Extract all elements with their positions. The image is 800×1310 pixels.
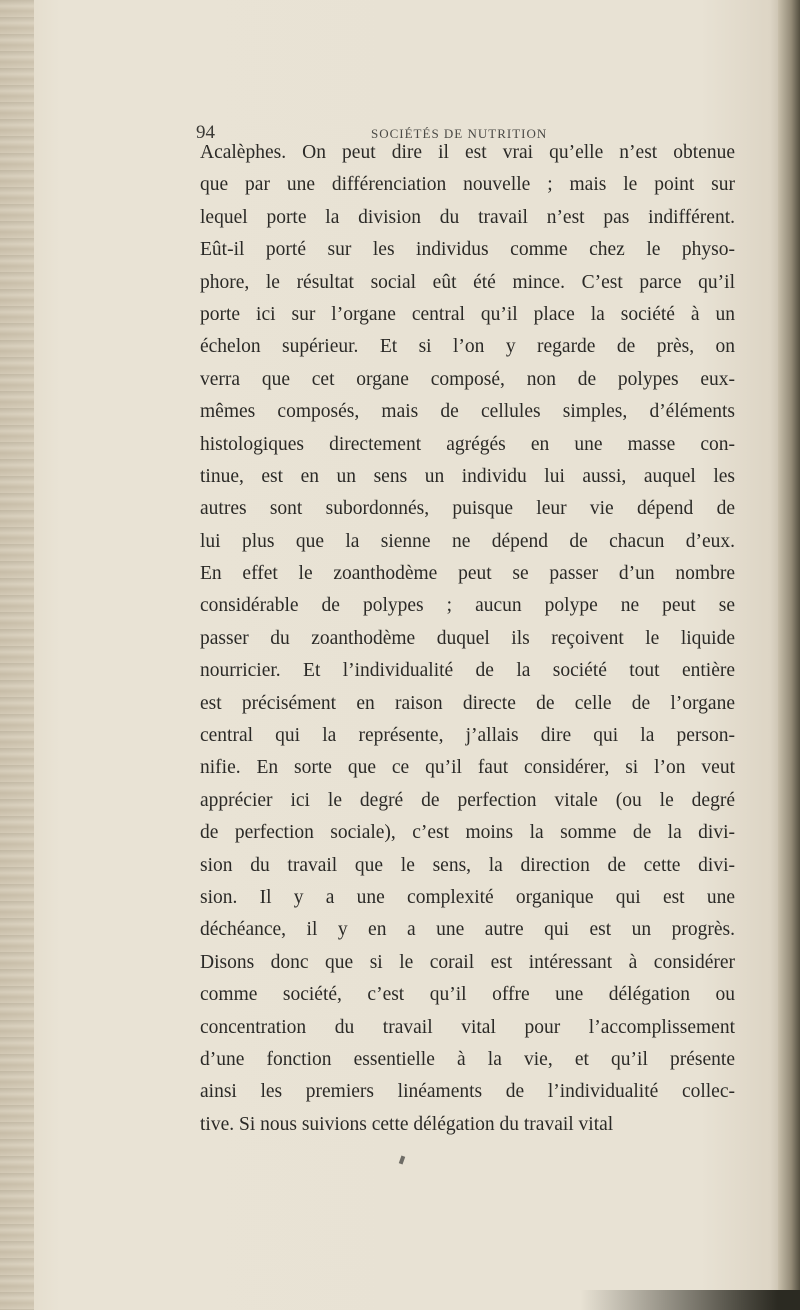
text-line: phore, le résultat social eût été mince. C’est parce qu’il: [200, 271, 735, 293]
text-line: échelon supérieur. Et si l’on y regarde de près, on: [200, 336, 735, 358]
text-line: tive. Si nous suivions cette délégation du travail vital: [200, 1113, 614, 1135]
text-line: sion du travail que le sens, la direction de cette divi-: [200, 854, 735, 876]
text-line: central qui la représente, j’allais dire qui la person-: [200, 725, 735, 747]
text-line: tinue, est en un sens un individu lui aussi, auquel les: [200, 465, 735, 487]
text-line: passer du zoanthodème duquel ils reçoivent le liquide: [200, 627, 735, 649]
text-line: nifie. En sorte que ce qu’il faut considérer, si l’on veut: [200, 757, 735, 779]
page-bottom-shadow: [580, 1290, 800, 1310]
text-line: nourricier. Et l’individualité de la société tout entière: [200, 660, 735, 682]
text-line: mêmes composés, mais de cellules simples, d’éléments: [200, 401, 735, 423]
text-line: concentration du travail vital pour l’accomplissement: [200, 1016, 735, 1038]
text-line: comme société, c’est qu’il offre une délégation ou: [200, 984, 735, 1006]
text-line: Eût-il porté sur les individus comme chez le physo-: [200, 239, 735, 261]
text-line: lui plus que la sienne ne dépend de chacun d’eux.: [200, 530, 735, 552]
page-number: 94: [196, 122, 215, 143]
text-line: lequel porte la division du travail n’est pas indifférent.: [200, 206, 735, 228]
body-text: [200, 137, 735, 1141]
text-line: autres sont subordonnés, puisque leur vie dépend de: [200, 498, 735, 520]
text-line: Acalèphes. On peut dire il est vrai qu’elle n’est obtenue: [200, 142, 735, 163]
text-line: ainsi les premiers linéaments de l’individualité collec-: [200, 1081, 735, 1103]
text-line: d’une fonction essentielle à la vie, et qu’il présente: [200, 1048, 735, 1070]
text-line: considérable de polypes ; aucun polype ne peut se: [200, 595, 735, 617]
text-line: histologiques directement agrégés en une masse con-: [200, 433, 735, 455]
ink-mark: [399, 1156, 405, 1165]
text-line: verra que cet organe composé, non de polypes eux-: [200, 368, 735, 390]
text-line: que par une différenciation nouvelle ; mais le point sur: [200, 174, 735, 196]
text-line: sion. Il y a une complexité organique qui est une: [200, 886, 735, 908]
text-line: porte ici sur l’organe central qu’il place la société à un: [200, 303, 735, 325]
running-head: SOCIÉTÉS DE NUTRITION: [371, 126, 548, 141]
page-right-edge: [778, 0, 800, 1310]
text-line: apprécier ici le degré de perfection vitale (ou le degré: [200, 789, 735, 811]
text-line: déchéance, il y en a une autre qui est un progrès.: [200, 919, 735, 941]
text-line: En effet le zoanthodème peut se passer d’un nombre: [200, 563, 735, 585]
text-line: de perfection sociale), c’est moins la somme de la divi-: [200, 822, 735, 844]
text-line: est précisément en raison directe de celle de l’organe: [200, 692, 735, 714]
page-left-edge: [0, 0, 34, 1310]
text-line: Disons donc que si le corail est intéressant à considérer: [200, 951, 735, 973]
